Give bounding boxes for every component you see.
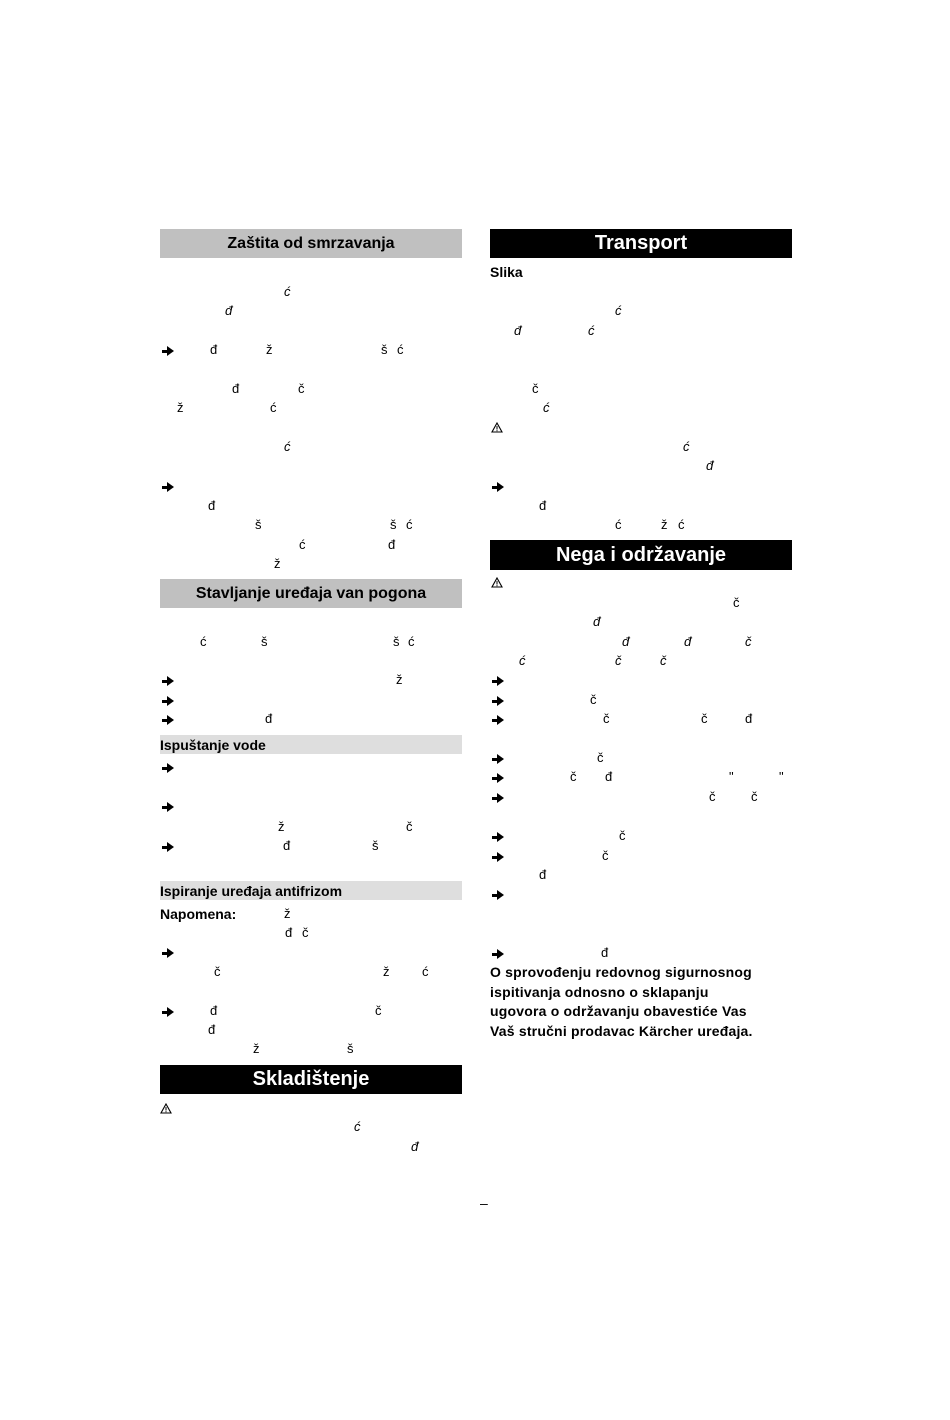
text-fragment: š <box>255 517 262 532</box>
text-fragment: ž <box>284 906 291 921</box>
note-line: ispitivanja odnosno o sklapanju <box>490 983 709 1000</box>
text-fragment: ć <box>678 517 685 532</box>
text-fragment: č <box>298 381 305 396</box>
arrow-bullet-icon <box>162 676 174 686</box>
arrow-bullet-icon <box>492 890 504 900</box>
text-fragment: ć <box>200 634 207 649</box>
text-fragment: č <box>406 819 413 834</box>
arrow-bullet-icon <box>162 482 174 492</box>
arrow-bullet-icon <box>162 948 174 958</box>
warning-triangle-icon <box>491 422 503 433</box>
text-fragment: đ <box>684 634 692 649</box>
arrow-bullet-icon <box>492 482 504 492</box>
text-fragment: ž <box>396 672 403 687</box>
note-line: ugovora o održavanju obavestiće Vas <box>490 1003 747 1019</box>
text-fragment: đ <box>265 711 273 726</box>
text-fragment: đ <box>208 498 216 513</box>
text-fragment: đ <box>388 537 396 552</box>
text-fragment: đ <box>539 867 547 882</box>
text-fragment: š <box>393 634 400 649</box>
text-fragment: ž <box>253 1041 260 1056</box>
text-fragment: š <box>372 838 379 853</box>
text-fragment: č <box>619 828 626 843</box>
text-fragment: š <box>347 1041 354 1056</box>
text-fragment: ć <box>588 323 595 338</box>
text-fragment: č <box>603 711 610 726</box>
text-fragment: ž <box>278 819 285 834</box>
text-fragment: ž <box>274 556 281 571</box>
text-fragment: ž <box>266 342 273 357</box>
note-line: Vaš stručni prodavac Kärcher uređaja. <box>490 1022 753 1039</box>
text-fragment: ć <box>299 537 306 552</box>
text-fragment: đ <box>232 381 240 396</box>
section-heading-decommissioning: Stavljanje uređaja van pogona <box>160 579 462 608</box>
text-fragment: ć <box>422 964 429 979</box>
text-fragment: č <box>709 789 716 804</box>
text-fragment: š <box>381 342 388 357</box>
warning-triangle-icon <box>491 577 503 588</box>
text-fragment: đ <box>601 945 609 960</box>
text-fragment: đ <box>285 925 293 940</box>
text-fragment: č <box>302 925 309 940</box>
text-fragment: đ <box>745 711 753 726</box>
arrow-bullet-icon <box>492 832 504 842</box>
text-fragment: ć <box>615 517 622 532</box>
section-heading-transport: Transport <box>490 229 792 258</box>
arrow-bullet-icon <box>162 763 174 773</box>
arrow-bullet-icon <box>162 715 174 725</box>
text-fragment: č <box>660 653 667 668</box>
text-fragment: đ <box>514 323 522 338</box>
text-fragment: ć <box>397 342 404 357</box>
figure-label: Slika <box>490 264 523 280</box>
page-footer: – <box>480 1195 488 1211</box>
text-fragment: č <box>751 789 758 804</box>
text-fragment: š <box>390 517 397 532</box>
text-fragment: č <box>532 381 539 396</box>
text-fragment: ž <box>177 400 184 415</box>
text-fragment: ć <box>406 517 413 532</box>
text-fragment: " <box>779 769 784 784</box>
subheading-draining-water: Ispuštanje vode <box>160 735 462 754</box>
arrow-bullet-icon <box>492 676 504 686</box>
text-fragment: ž <box>661 517 668 532</box>
text-fragment: ć <box>284 439 291 454</box>
section-heading-frost-protection: Zaštita od smrzavanja <box>160 229 462 258</box>
arrow-bullet-icon <box>492 793 504 803</box>
section-heading-care-maintenance: Nega i održavanje <box>490 540 792 570</box>
note-line: O sprovođenju redovnog sigurnosnog <box>490 964 752 980</box>
arrow-bullet-icon <box>492 852 504 862</box>
arrow-bullet-icon <box>492 949 504 959</box>
text-fragment: š <box>261 634 268 649</box>
text-fragment: đ <box>411 1139 419 1154</box>
arrow-bullet-icon <box>162 1007 174 1017</box>
arrow-bullet-icon <box>162 842 174 852</box>
arrow-bullet-icon <box>492 715 504 725</box>
text-fragment: ć <box>615 303 622 318</box>
note-label: Napomena: <box>160 906 237 922</box>
arrow-bullet-icon <box>492 773 504 783</box>
arrow-bullet-icon <box>492 696 504 706</box>
warning-triangle-icon <box>160 1103 172 1114</box>
text-fragment: č <box>570 769 577 784</box>
arrow-bullet-icon <box>492 754 504 764</box>
text-fragment: č <box>590 692 597 707</box>
text-fragment: đ <box>593 614 601 629</box>
text-fragment: ć <box>408 634 415 649</box>
text-fragment: đ <box>210 1003 218 1018</box>
text-fragment: đ <box>283 838 291 853</box>
text-fragment: ć <box>270 400 277 415</box>
service-contract-note <box>490 963 792 1041</box>
arrow-bullet-icon <box>162 696 174 706</box>
text-fragment: ć <box>284 284 291 299</box>
text-fragment: ć <box>354 1119 361 1134</box>
subheading-antifreeze-flush: Ispiranje uređaja antifrizom <box>160 881 462 900</box>
text-fragment: č <box>701 711 708 726</box>
text-fragment: đ <box>622 634 630 649</box>
text-fragment: č <box>602 848 609 863</box>
text-fragment: č <box>745 634 752 649</box>
text-fragment: đ <box>210 342 218 357</box>
text-fragment: ž <box>383 964 390 979</box>
text-fragment: č <box>375 1003 382 1018</box>
text-fragment: đ <box>605 769 613 784</box>
text-fragment: č <box>615 653 622 668</box>
text-fragment: đ <box>539 498 547 513</box>
text-fragment: đ <box>706 458 714 473</box>
text-fragment: č <box>214 964 221 979</box>
text-fragment: đ <box>225 303 233 318</box>
arrow-bullet-icon <box>162 802 174 812</box>
arrow-bullet-icon <box>162 346 174 356</box>
section-heading-storage: Skladištenje <box>160 1065 462 1094</box>
text-fragment: ć <box>683 439 690 454</box>
text-fragment: č <box>733 595 740 610</box>
text-fragment: ć <box>543 400 550 415</box>
text-fragment: đ <box>208 1022 216 1037</box>
text-fragment: " <box>729 769 734 784</box>
text-fragment: ć <box>519 653 526 668</box>
text-fragment: č <box>597 750 604 765</box>
